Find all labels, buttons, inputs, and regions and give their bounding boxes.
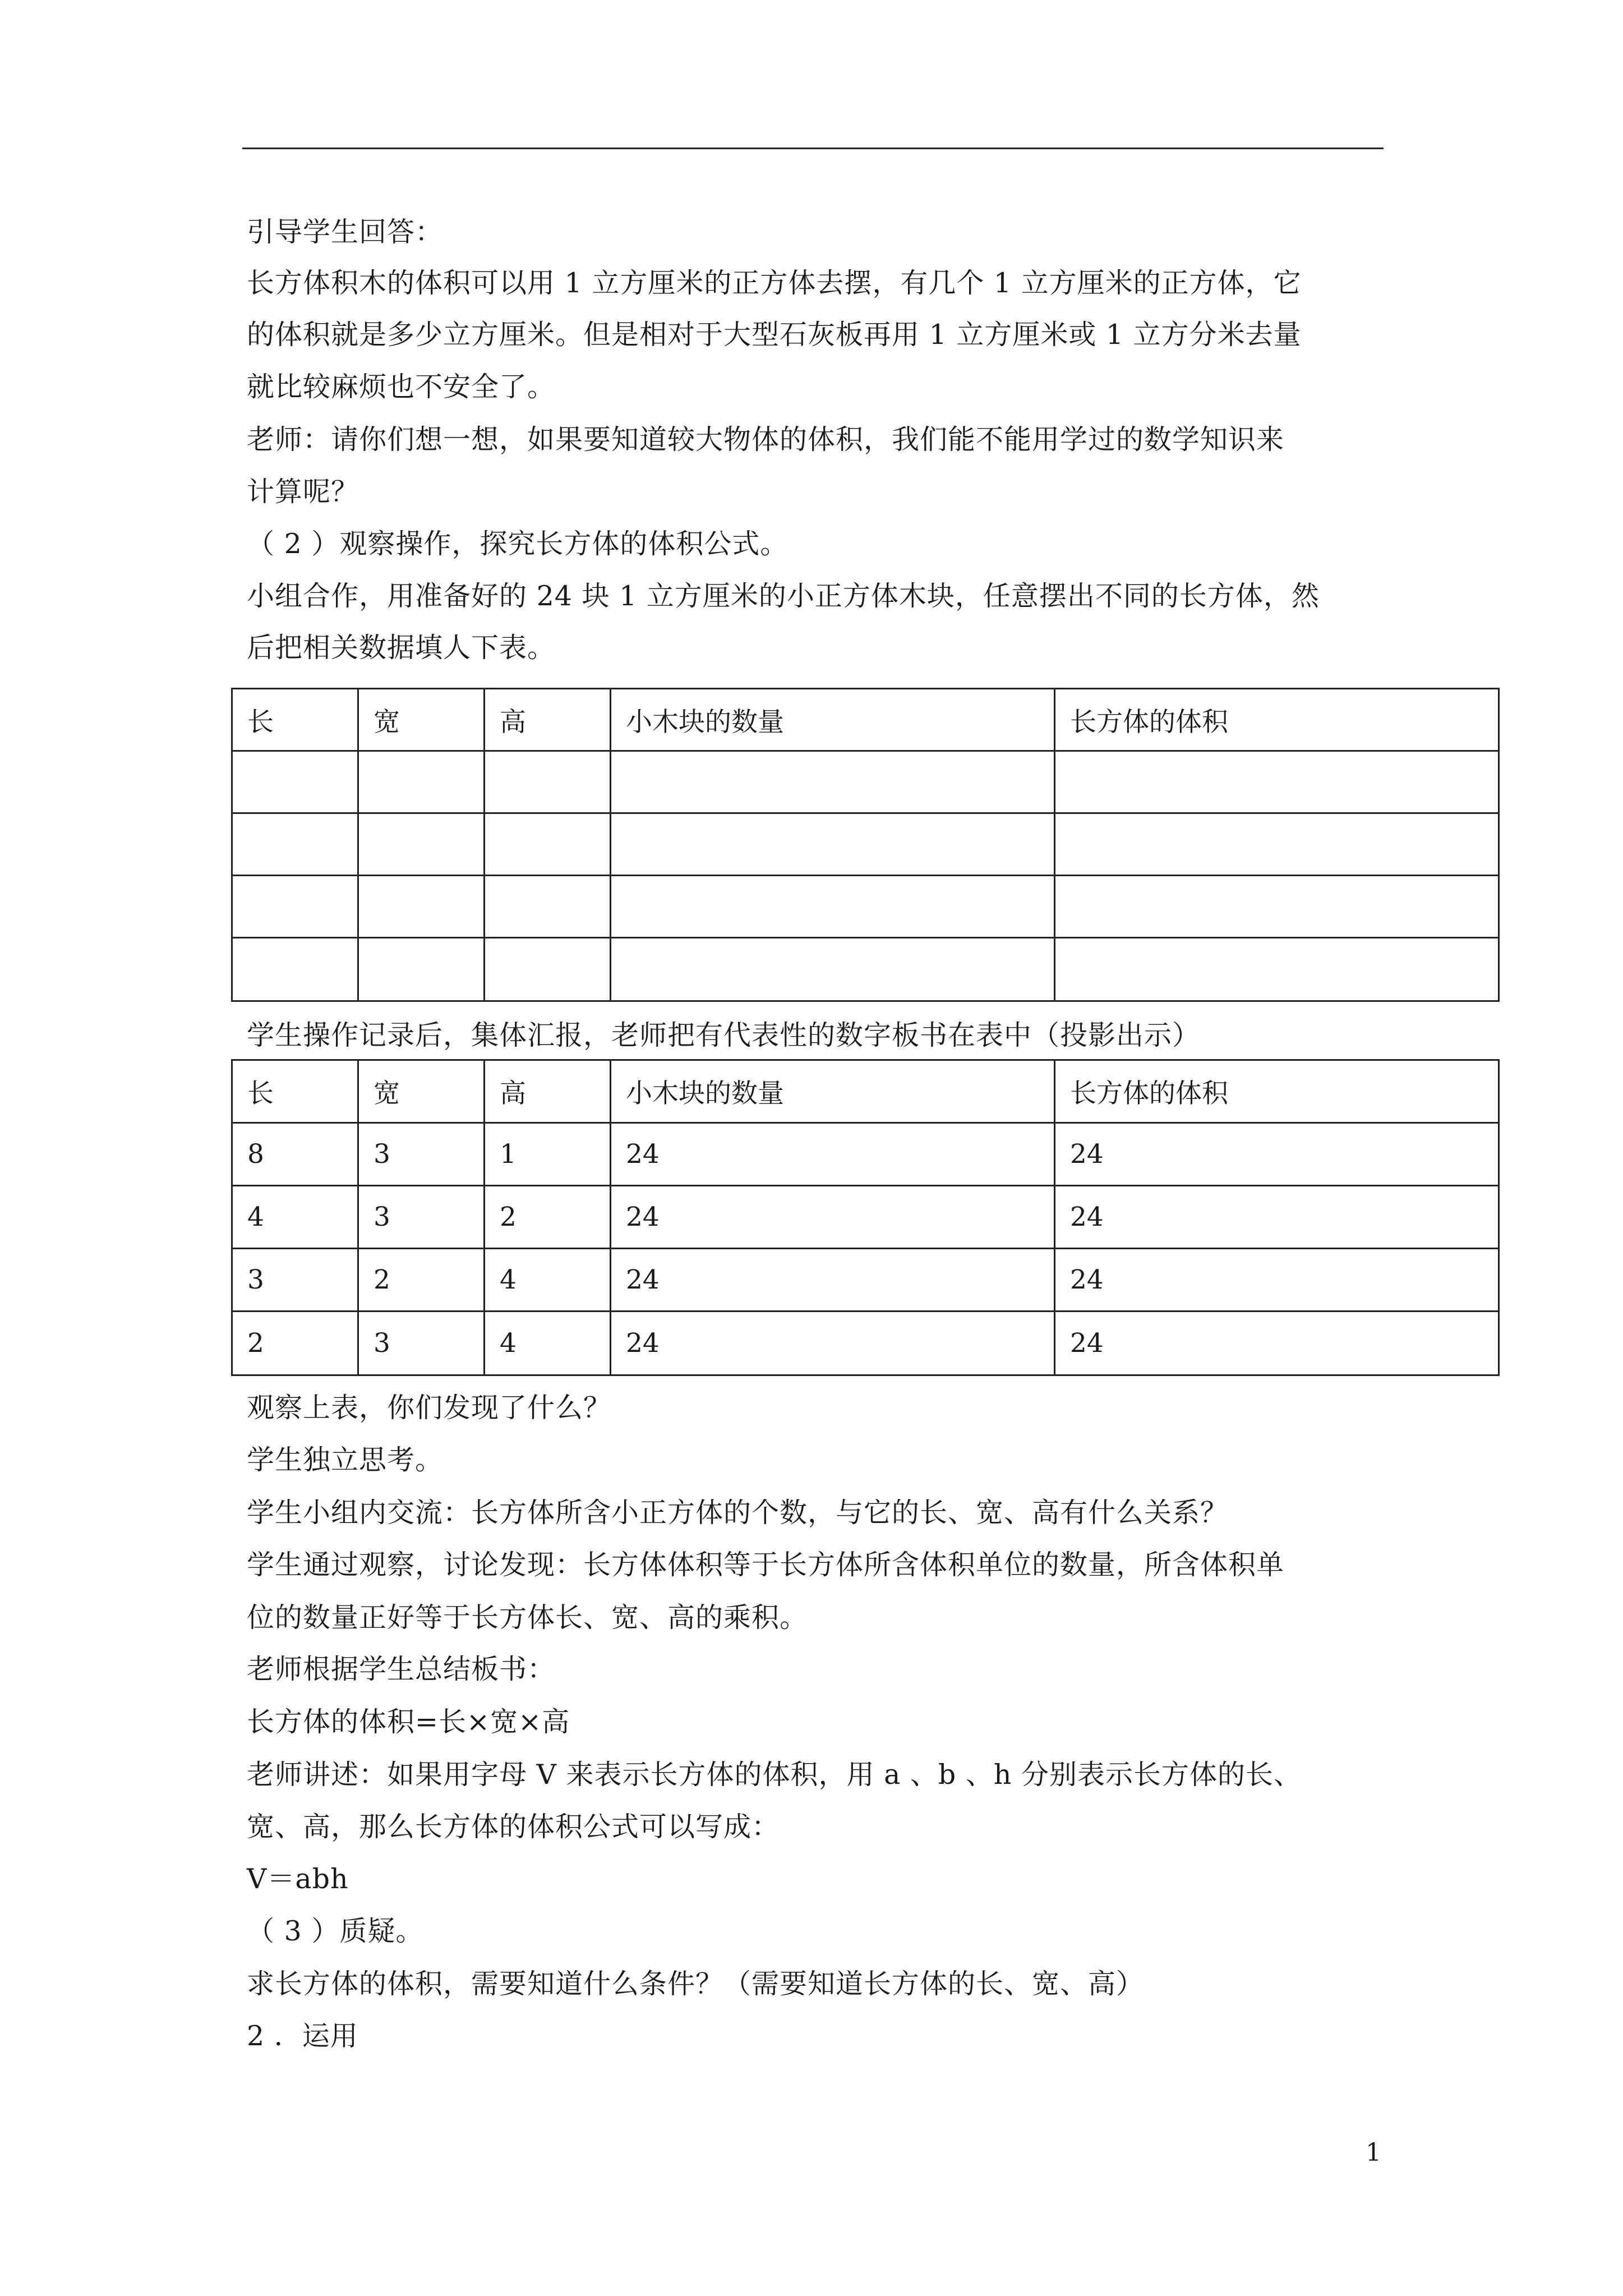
table-cell: 3 <box>232 1249 358 1312</box>
table-row <box>232 1186 1499 1249</box>
table-cell <box>485 876 611 938</box>
table-row <box>232 1312 1499 1375</box>
header-cell-length: 长 <box>232 689 358 751</box>
table-cell: 2 <box>485 1186 611 1249</box>
table-header-row <box>232 1060 1499 1123</box>
table-cell: 24 <box>611 1312 1055 1375</box>
text-line: 学生独立思考。 <box>247 1444 444 1476</box>
text-line: 学生通过观察，讨论发现：长方体体积等于长方体所含体积单位的数量，所含体积单 <box>247 1549 1285 1581</box>
table-cell: 4 <box>232 1186 358 1249</box>
text-line: 位的数量正好等于长方体长、宽、高的乘积。 <box>247 1602 808 1634</box>
text-line: 老师：请你们想一想，如果要知道较大物体的体积，我们能不能用学过的数学知识来 <box>247 424 1285 455</box>
table-row <box>232 938 1499 1001</box>
table-cell: 24 <box>1055 1249 1499 1312</box>
header-rule <box>242 148 1384 149</box>
table-cell <box>358 813 485 876</box>
text-line: 的体积就是多少立方厘米。但是相对于大型石灰板再用 1 立方厘米或 1 立方分米去量 <box>247 319 1302 351</box>
page-number: 1 <box>1366 2138 1381 2167</box>
text-line: 后把相关数据填人下表。 <box>247 632 556 664</box>
table-cell <box>1055 813 1499 876</box>
table-cell <box>611 876 1055 938</box>
record-table-filled <box>231 1059 1500 1376</box>
table-cell <box>1055 751 1499 813</box>
table-cell <box>232 751 358 813</box>
table-cell: 24 <box>611 1123 1055 1186</box>
table-row <box>232 876 1499 938</box>
table-cell: 3 <box>358 1123 485 1186</box>
header-cell-volume: 长方体的体积 <box>1055 1060 1499 1123</box>
header-cell-block-count: 小木块的数量 <box>611 1060 1055 1123</box>
table-row <box>232 751 1499 813</box>
table-cell <box>358 938 485 1001</box>
text-line: 学生小组内交流：长方体所含小正方体的个数，与它的长、宽、高有什么关系？ <box>247 1497 1229 1529</box>
header-cell-width: 宽 <box>358 1060 485 1123</box>
table-cell <box>485 938 611 1001</box>
table-row <box>232 1123 1499 1186</box>
table-cell <box>611 751 1055 813</box>
section-heading: 2 ．运用 <box>247 2020 358 2052</box>
table-cell <box>232 813 358 876</box>
table-cell <box>1055 938 1499 1001</box>
table-cell: 24 <box>611 1249 1055 1312</box>
table-cell: 2 <box>232 1312 358 1375</box>
header-cell-height: 高 <box>485 689 611 751</box>
table-cell: 24 <box>1055 1312 1499 1375</box>
table-cell <box>611 813 1055 876</box>
text-line: 老师讲述：如果用字母 V 来表示长方体的体积，用 a 、b 、h 分别表示长方体的长、 <box>247 1759 1302 1791</box>
text-line: 引导学生回答： <box>247 216 444 248</box>
table-cell: 4 <box>485 1249 611 1312</box>
table-cell: 3 <box>358 1186 485 1249</box>
table-cell: 24 <box>611 1186 1055 1249</box>
table-cell: 4 <box>485 1312 611 1375</box>
formula-line: V＝abh <box>247 1863 349 1895</box>
header-cell-height: 高 <box>485 1060 611 1123</box>
header-cell-length: 长 <box>232 1060 358 1123</box>
table-cell <box>485 751 611 813</box>
header-cell-width: 宽 <box>358 689 485 751</box>
text-line: 长方体积木的体积可以用 1 立方厘米的正方体去摆，有几个 1 立方厘米的正方体，它 <box>247 267 1302 299</box>
table-cell <box>485 813 611 876</box>
table-cell <box>1055 876 1499 938</box>
table-cell <box>611 938 1055 1001</box>
table-cell: 24 <box>1055 1186 1499 1249</box>
table-header-row <box>232 689 1499 751</box>
text-line: 宽、高，那么长方体的体积公式可以写成： <box>247 1811 780 1843</box>
text-line: 求长方体的体积，需要知道什么条件？（需要知道长方体的长、宽、高） <box>247 1968 1145 2000</box>
text-line: 学生操作记录后，集体汇报，老师把有代表性的数字板书在表中（投影出示） <box>247 1019 1201 1051</box>
header-cell-volume: 长方体的体积 <box>1055 689 1499 751</box>
table-cell: 1 <box>485 1123 611 1186</box>
table-cell <box>358 751 485 813</box>
table-cell: 3 <box>358 1312 485 1375</box>
record-table-empty <box>231 688 1500 1002</box>
table-cell: 2 <box>358 1249 485 1312</box>
text-line: 老师根据学生总结板书： <box>247 1653 556 1685</box>
text-line: （ 2 ）观察操作，探究长方体的体积公式。 <box>247 528 789 560</box>
text-line: 小组合作，用准备好的 24 块 1 立方厘米的小正方体木块，任意摆出不同的长方体，然 <box>247 580 1320 612</box>
table-cell: 24 <box>1055 1123 1499 1186</box>
header-cell-block-count: 小木块的数量 <box>611 689 1055 751</box>
table-cell <box>232 876 358 938</box>
text-line: （ 3 ）质疑。 <box>247 1915 424 1947</box>
table-cell: 8 <box>232 1123 358 1186</box>
text-line: 就比较麻烦也不安全了。 <box>247 371 556 403</box>
table-row <box>232 813 1499 876</box>
text-line: 观察上表，你们发现了什么？ <box>247 1392 612 1424</box>
table-cell <box>232 938 358 1001</box>
table-cell <box>358 876 485 938</box>
text-line: 计算呢？ <box>247 476 359 508</box>
formula-line: 长方体的体积=长×宽×高 <box>247 1706 570 1738</box>
table-row <box>232 1249 1499 1312</box>
